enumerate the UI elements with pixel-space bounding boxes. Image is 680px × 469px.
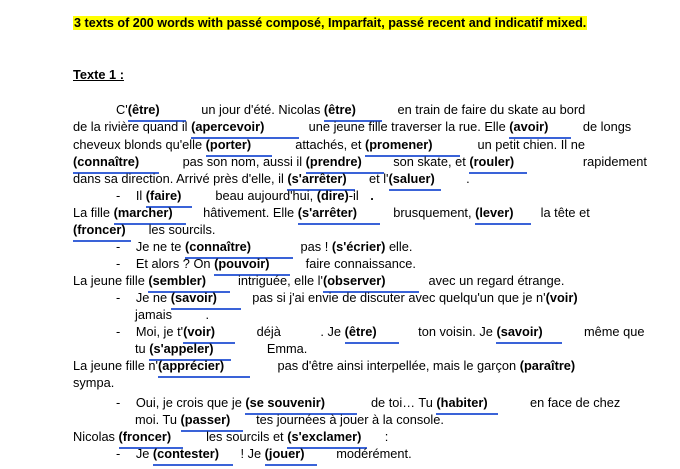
bullet-line-9: - Je ne te (connaître) pas ! (s'écrier) elle. [116, 239, 413, 254]
bullet-line-10: - Et alors ? On (pouvoir) faire connaissance. [116, 256, 416, 271]
text-line-15: tu (s'appeler) Emma. [135, 341, 308, 356]
text-line-8: (froncer) les sourcils. [73, 222, 216, 237]
bullet-line-6: - Il (faire) beau aujourd'hui, (dire)-il . [116, 188, 374, 203]
document-title: 3 texts of 200 words with passé composé, Imparfait, passé recent and indicatif mixed. [74, 16, 587, 30]
text-line-5: dans sa direction. Arrivé près d'elle, il (s'arrêter) et l'(saluer) . [73, 171, 470, 186]
bullet-line-21: - Je (contester) ! Je (jouer) modérément. [116, 446, 412, 461]
text-line-13: jamais . [135, 307, 210, 322]
bullet-line-14: - Moi, je t'(voir) déjà . Je (être) ton voisin. Je (savoir) même que [116, 324, 645, 339]
text-line-16: La jeune fille n'(apprécier) pas d'être ainsi interpellée, mais le garçon (paraître) [73, 358, 576, 373]
text-line-1: C'(être) un jour d'été. Nicolas (être) en train de faire du skate au bord [116, 102, 586, 117]
text-line-11: La jeune fille (sembler) intriguée, elle l'(observer) avec un regard étrange. [73, 273, 565, 288]
text-line-20: Nicolas (froncer) les sourcils et (s'exclamer) : [73, 429, 389, 444]
text-line-3: cheveux blonds qu'elle (porter) attachés, et (promener) un petit chien. Il ne [73, 137, 585, 152]
text-line-4: (connaître) pas son nom, aussi il (prendre) son skate, et (rouler) rapidement [73, 154, 647, 169]
text-line-19: moi. Tu (passer) tes journées à jouer à la console. [135, 412, 444, 427]
bullet-line-18: - Oui, je crois que je (se souvenir) de toi… Tu (habiter) en face de chez [116, 395, 621, 410]
text-line-2: de la rivière quand il (apercevoir) une jeune fille traverser la rue. Elle (avoir) de longs [73, 119, 632, 134]
text-line-7: La fille (marcher) hâtivement. Elle (s'arrêter) brusquement, (lever) la tête et [73, 205, 590, 220]
text-line-17: sympa. [73, 375, 115, 390]
section-heading: Texte 1 : [73, 67, 124, 82]
bullet-line-12: - Je ne (savoir) pas si j'ai envie de discuter avec quelqu'un que je n'(voir) [116, 290, 578, 305]
